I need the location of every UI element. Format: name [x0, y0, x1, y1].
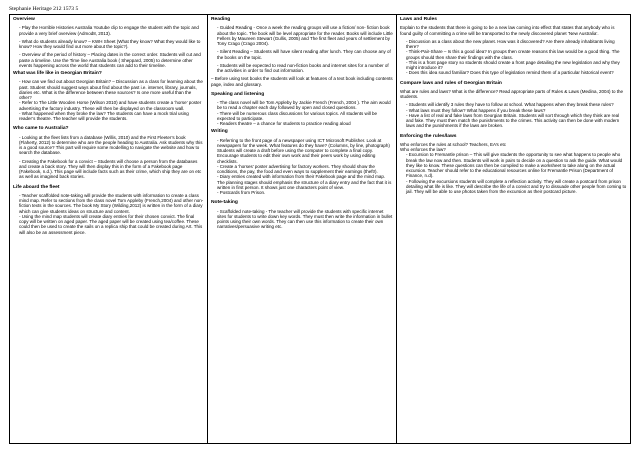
- column-english: [208, 15, 397, 444]
- list-item: - Create a ‘horses’ poster advertising for factory workers. They should show the conditions, the pay, the food and even ways to supplement their earnings (theft!).: [215, 164, 393, 175]
- list-item: - Scaffolded note-taking - The teacher will provide the students with specific internet sites for students to write down key words. They must then write the information in bullet points using their own words. They can then use this information to create their own narratives/persuasive writing etc.: [215, 209, 393, 230]
- list-item: - What do students already know? – KWH Sheet (What they know? What they would like to know? How they would find out more about the topic?).: [17, 39, 204, 50]
- reading-note: – Before using text books the students will look at features of a text book including contents page, index and glossary.: [211, 76, 393, 87]
- list-item: - Creating the Fakebook for a convict – Students will choose a person from the databases and create a back story. They will then display this in the form of a Fakebook page (Fakebook, n.d.). This page will include facts such as their crime, which ship they are on etc as well as imagined back stories.: [17, 159, 204, 180]
- list-item: - Students will identify 3 rules they have to follow at school. What happens when they break these rules?: [404, 102, 627, 107]
- speaking-heading: Speaking and listening: [211, 91, 265, 97]
- compare-laws-heading: Compare laws and rules of Georgian Britain: [400, 80, 502, 86]
- list-item: - Looking at the fleet lists from a database (Willis, 2010) and the First Fleeter’s book (Flaherty, 2012) to determine who are the people heading to Australia. Ask students why this is a good source? This part will require some modelling to navigate the website and how to search the database.: [17, 135, 204, 156]
- compare-intro: What are rules and laws? What is the difference? Read appropriate parts of Rules & Laws (Medina, 2004) to the students.: [400, 88, 624, 99]
- overview-heading: Overview: [13, 17, 35, 22]
- list-item: - Following the excursions students will complete a reflection activity. They will create a postcard from prison detailing what life is like. They will describe the life of a convict and try to dissuade other people from coming to jail. They will be able to use photos taken from the excursion as their postcard picture.: [404, 179, 627, 195]
- list-item: - The class novel will be Tom Appleby by Jackie French (French, 2004 ). The aim would be to read a chapter each day followed by open and closed questions.: [215, 100, 393, 111]
- list-item: - Guided Reading - Once a week the reading groups will use a fiction/ non- fiction book about the topic. The book will be level appropriate for the reader. Books will include Little Fellers by Maureen Stewart (Gullis, 2005) and The first fleet and years of settlement by Tony Crago (Crago 2004).: [215, 25, 393, 46]
- list-item: - Overview of the period of history – Placing dates in the correct order. Students will cut and paste a timeline. Use the Time line Australia book ( Sheppard, 2005) to determine other events happening across the world that students can add to their timeline.: [17, 52, 204, 68]
- list-item: - Readers theatre – a chance for students to practice reading aloud: [215, 121, 393, 126]
- list-item: - Diary entries created with information from their Fakebook page and the mind map. The planning stages should emphasis the structure of a diary entry and the fact that it is written in first person. It shows just one characters point of view.: [215, 174, 393, 190]
- fleet-life-heading: Life aboard the fleet: [13, 184, 60, 190]
- list-item: - What happened when they broke the law? The students can have a mock trial using reader’s theatre. The teacher will provide the students.: [17, 111, 204, 122]
- list-item: - Refer to The Little Wooden Horse (Wilson 2010) and have students create a ‘horse’ poster advertising the factory industry. These will then be displayed on the classroom wall.: [17, 100, 204, 111]
- list-item: - Using the mind map students will create diary entries for their chosen convict. The final copy will be written on aged paper. The aged paper will be created using tea/coffee. These could then be used to create the sails on a replica ship that could be created during Art. This will also be an assessment piece.: [17, 214, 204, 235]
- laws-heading: Laws and Rules: [400, 17, 437, 22]
- lesson-plan-table: [9, 14, 631, 444]
- list-item: - Think-Pair-Share – Is this a good idea? In groups then create reasons this law would be a good thing. The groups should then share their findings with the class.: [404, 49, 627, 60]
- list-item: - Students will be expected to read non-fiction books and internet sites for a number of the activities in order to find out information.: [215, 63, 393, 74]
- list-item: - Play the Horrible Histories Australia Youtube clip to engage the student with the topic and provide a very brief overview (Admod8, 2013).: [17, 25, 204, 36]
- list-item: - Referring to the front page of a newspaper using ICT Microsoft Publisher. Look at newspapers for the week. What features do they have? (Columns, by line, photograph) Students will create a draft before using the computer to complete a final copy. Encourage students to edit their own work and their peers work by using editing checklists.: [215, 138, 393, 164]
- author-header: Stephanie Heritage 212 1573 5: [9, 6, 79, 12]
- list-item: - This is a front page story so students should create a front page detailing the new legislation and why they might introduce it?: [404, 60, 627, 71]
- enforcing-intro-2: Who enforces the law?: [400, 147, 446, 152]
- list-item: - Postcards from Prison.: [215, 190, 393, 195]
- notetaking-heading: Note-taking: [211, 200, 238, 206]
- laws-intro: Explain to the students that there is going to be a new law coming into effect that states that anybody who is found guilty of committing a crime will be transported to the newly discovered planet ‘New Australia’.: [400, 25, 615, 36]
- enforcing-heading: Enforcing the rules/laws: [400, 133, 457, 139]
- list-item: - There will be numerous class discussions for various topics. All students will be expected to participate.: [215, 111, 393, 122]
- list-item: - Have a list of real and fake laws from Georgian Britain. Students will sort through which they think are real and fake. They must then match the punishments to the crimes. This activity can then be done with modern laws and the punishments if the laws are broken.: [404, 113, 627, 129]
- list-item: - Excursion to Fremantle prison – This will give students the opportunity to see what happens to people who break the law now and then. Students will work in pairs to decide on a question to ask the guide. What would they like to know. These questions can then be compiled to make a worksheet to take along on the actual excursion. Teacher should refer to the educational resources online for Fremantle Prison (Department of Finance, n.d).: [404, 152, 627, 178]
- list-item: - Discussion as a class about the new planet. How was it discovered? Are there already inhabitants living there?: [404, 39, 627, 50]
- list-item: - Does this idea sound familiar? Does this type of legislation remind them of a particular historical event?: [404, 70, 627, 75]
- list-item: - Silent Reading – Students will have silent reading after lunch. They can choose any of the books on the topic.: [215, 49, 393, 60]
- list-item: - How can we find out about Georgian Britain? – Discussion as a class for learning about the past. Student should suggest ways about find about the past i.e. internet, library, journals, diaries etc. What is the difference between these sources? Is one more useful than the other?: [17, 79, 204, 100]
- georgian-life-heading: What was life like in Georgian Britain?: [13, 71, 102, 76]
- reading-heading: Reading: [211, 17, 231, 22]
- list-item: - What laws must they follow? What happens if you break these laws?: [404, 108, 627, 113]
- enforcing-intro-1: Who enforces the rules at school? Teachers, EA’s etc: [400, 141, 507, 147]
- list-item: - Teacher scaffolded note-taking will provide the students with information to create a class mind map. Refer to sections from the class novel Tom Appleby (French,2004) and other non-fiction texts in the sources. The book My Story (Wilding,2012) is written in the form of a diary which can give students ideas on structure and content.: [17, 193, 204, 214]
- column-history: [10, 15, 208, 444]
- writing-heading: Writing: [211, 129, 228, 135]
- column-civics: [397, 15, 631, 444]
- who-came-heading: Who came to Australia?: [13, 126, 69, 132]
